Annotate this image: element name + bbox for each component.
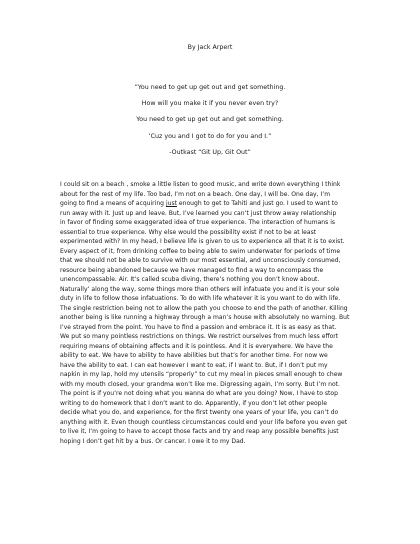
essay-body [60, 180, 380, 446]
body-line: with my mouth closed, your grandma won’t like me. Digressing again, I’m sorry. But I’m not. [60, 380, 340, 388]
body-line: in favor of finding some exaggerated idea of true experience. The interaction of humans is [60, 219, 336, 226]
body-line: requiring means of obtaining affects and it is pointless. And it is everywhere. We have the [60, 342, 333, 350]
epigraph-line: ‘Cuz you and I got to do for you and I.” [148, 132, 272, 140]
epigraph-line: “You need to get up get out and get something. [134, 84, 286, 91]
body-line: experimented with? In my head, I believe life is given to us to experience all that it is to exist. [60, 238, 345, 245]
body-line: ability to eat. We have to ability to have abilities but that’s for another time. For now we [60, 352, 328, 359]
body-line [60, 199, 380, 209]
epigraph-line: You need to get up get out and get something. [136, 116, 284, 124]
body-line: Every aspect of it, from drinking coffee to being able to swim underwater for periods of time [60, 247, 341, 255]
body-line: anything with it. Even though countless circumstances could end your life before you even get [60, 418, 348, 426]
body-text-segment: going to find a means of acquiring [60, 200, 166, 207]
body-line: Naturally’ along the way, some things more than others will infatuate you and it is your sole [60, 285, 340, 293]
body-line: resource being abandoned because we have managed to find a way to encompass the [60, 266, 324, 274]
epigraph-attribution: -Outkast “Git Up, Git Out” [169, 148, 251, 156]
body-line: The point is if you’re not doing what you wanna do what are you doing? Now, I have to stop [60, 390, 338, 397]
body-line: have the ability to eat. I can eat however I want to eat, if I want to. But, if I don’t put my [60, 361, 328, 369]
body-line: essential to true experience. Why else would the possibility exist if not to be at least [60, 228, 317, 236]
epigraph [0, 84, 420, 165]
body-line: The single restriction being not to allow the path you choose to end the path of another. Killing [60, 304, 348, 312]
body-line: duty in life to follow those infatuations. To do with life whatever it is you want to do with life. [60, 295, 341, 302]
author-byline: By Jack Arpert [187, 44, 233, 51]
body-line: decide what you do, and experience, for the first twenty one years of your life, you can’t do [60, 409, 339, 416]
body-line: that we should not be able to survive with our most essential, and unconsciously consumed, [60, 257, 341, 264]
body-line: about for the rest of my life. Too bad, I’m not on a beach. One day, I will be. One day, I’m [60, 190, 331, 198]
body-line: to live it, I’m going to have to accept those facts and try and reap any possible benefits just [60, 428, 339, 435]
epigraph-line: How will you make it if you never even try? [141, 100, 279, 108]
body-line: another being is like running a highway through a man’s house with absolutely no warning. But [60, 314, 350, 321]
body-line: We put so many pointless restrictions on things. We restrict ourselves from much less effort [60, 333, 339, 340]
body-line: I could sit on a beach , smoke a little listen to good music, and write down everything I think [60, 181, 341, 188]
body-text-segment: enough to get to Tahiti and just go. I used to want to [177, 200, 338, 207]
body-line: napkin in my lap, hold my utensils “properly” to cut my meal in pieces small enough to chew [60, 371, 343, 378]
body-line: hoping I don’t get hit by a bus. Or cancer. I owe it to my Dad. [60, 437, 246, 445]
body-line: writing to do homework that I don’t want to do. Apparently, if you don’t let other people [60, 399, 327, 407]
body-line: I’ve strayed from the point. You have to find a passion and embrace it. It is as easy as that. [60, 323, 337, 331]
body-line: run away with it. Just up and leave. But, I’ve learned you can’t just throw away relationship [60, 209, 337, 217]
body-line: unencompassable. Air. It’s called scuba diving, there’s nothing you don’t know about. [60, 276, 320, 283]
underlined-word: just [165, 200, 177, 207]
